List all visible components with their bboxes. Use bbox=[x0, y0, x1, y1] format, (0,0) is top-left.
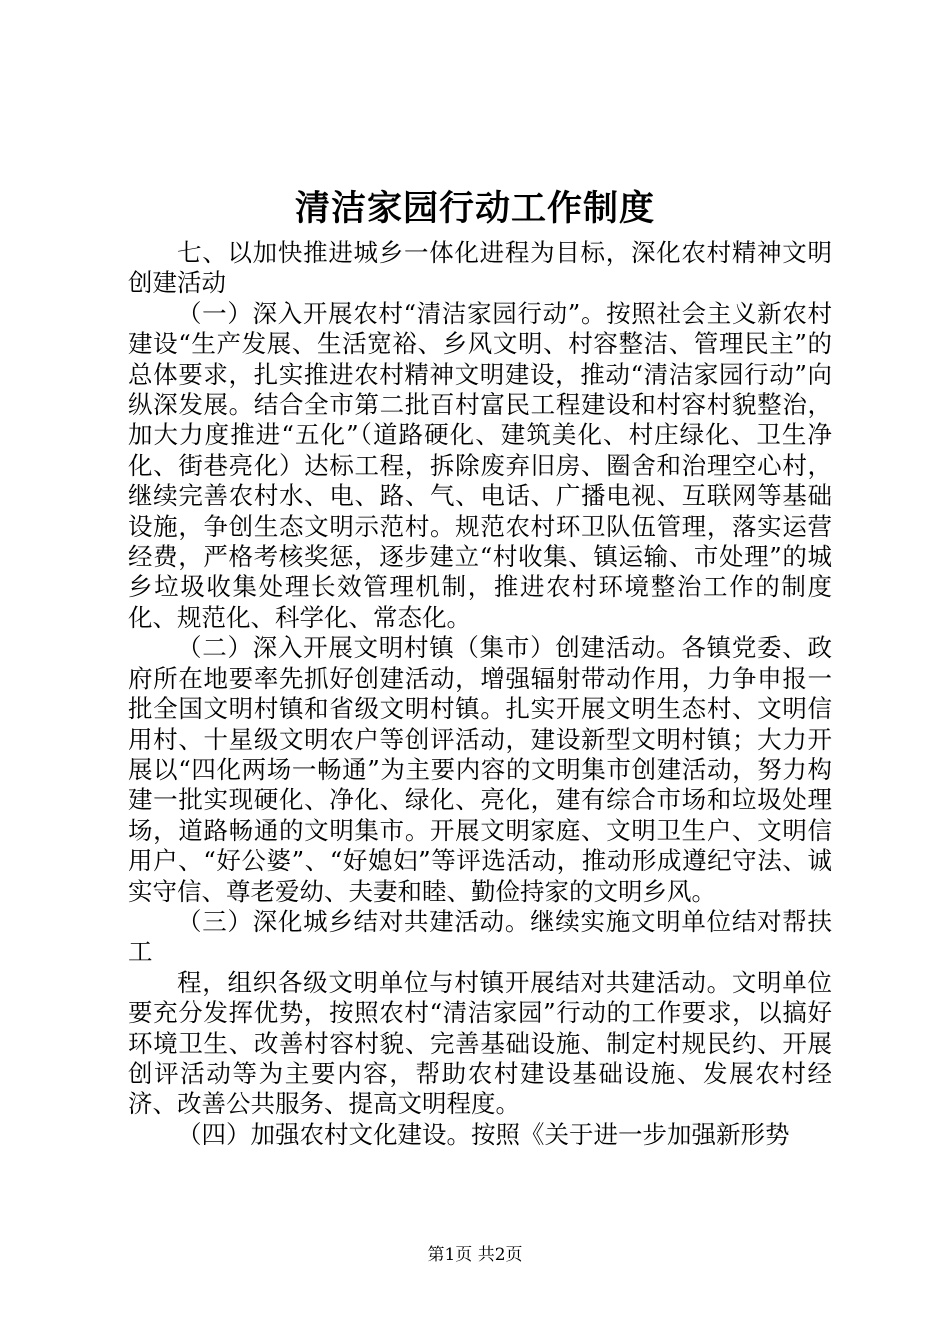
paragraph-pairing-continued: 程，组织各级文明单位与村镇开展结对共建活动。文明单位要充分发挥优势，按照农村“清洁家园”行动的工作要求，以搞好环境卫生、改善村容村貌、完善基础设施、制定村规民约、开展创评活动等为主要内容，帮助农村建设基础设施、发展农村经济、改善公共服务、提高文明程度。 bbox=[128, 967, 832, 1119]
document-body bbox=[128, 238, 832, 1150]
paragraph-clean-home-action: （一）深入开展农村“清洁家园行动”。按照社会主义新农村建设“生产发展、生活宽裕、乡风文明、村容整洁、管理民主”的总体要求，扎实推进农村精神文明建设，推动“清洁家园行动”向纵深发展。结合全市第二批百村富民工程建设和村容村貌整治，加大力度推进“五化”（道路硬化、建筑美化、村庄绿化、卫生净化、街巷亮化）达标工程，拆除废弃旧房、圈舍和治理空心村，继续完善农村水、电、路、气、电话、广播电视、互联网等基础设施，争创生态文明示范村。规范农村环卫队伍管理，落实运营经费，严格考核奖惩，逐步建立“村收集、镇运输、市处理”的城乡垃圾收集处理长效管理机制，推进农村环境整治工作的制度化、规范化、科学化、常态化。 bbox=[128, 298, 832, 632]
paragraph-civilized-villages: （二）深入开展文明村镇（集市）创建活动。各镇党委、政府所在地要率先抓好创建活动，增强辐射带动作用，力争申报一批全国文明村镇和省级文明村镇。扎实开展文明生态村、文明信用村、十星级文明农户等创评活动，建设新型文明村镇；大力开展以“四化两场一畅通”为主要内容的文明集市创建活动，努力构建一批实现硬化、净化、绿化、亮化，建有综合市场和垃圾处理场，道路畅通的文明集市。开展文明家庭、文明卫生户、文明信用户、“好公婆”、“好媳妇”等评选活动，推动形成遵纪守法、诚实守信、尊老爱幼、夫妻和睦、勤俭持家的文明乡风。 bbox=[128, 633, 832, 906]
paragraph-section-heading: 七、以加快推进城乡一体化进程为目标，深化农村精神文明创建活动 bbox=[128, 238, 832, 298]
paragraph-urban-rural-pairing: （三）深化城乡结对共建活动。继续实施文明单位结对帮扶工 bbox=[128, 906, 832, 967]
document-title: 清洁家园行动工作制度 bbox=[294, 188, 655, 229]
paragraph-rural-culture: （四）加强农村文化建设。按照《关于进一步加强新形势 bbox=[177, 1119, 790, 1149]
page-number-footer: 第1页 共2页 bbox=[427, 1245, 523, 1265]
